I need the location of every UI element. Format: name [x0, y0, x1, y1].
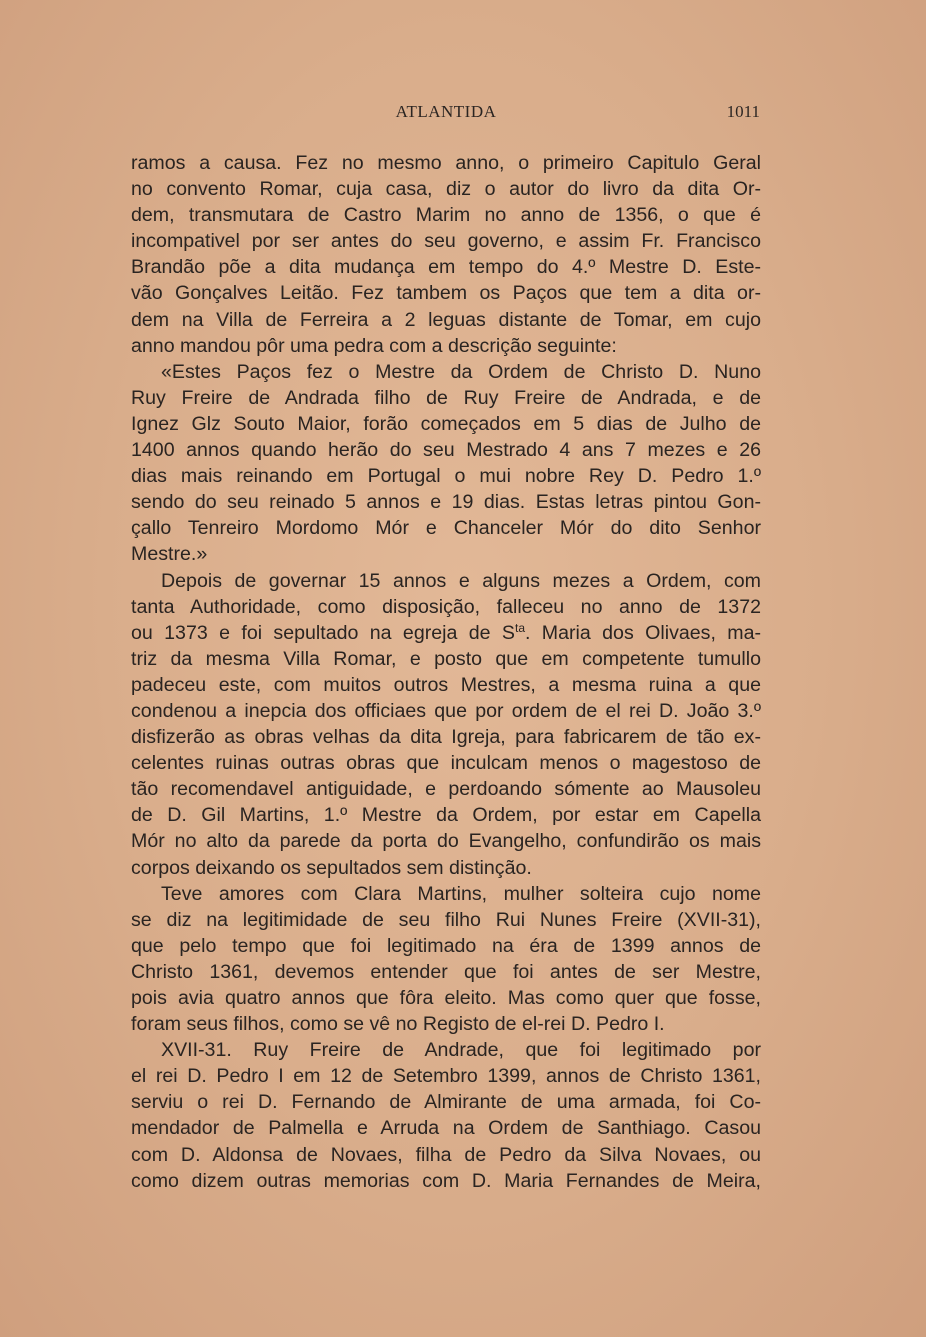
text-line: Teve amores com Clara Martins, mulher solteira cujo nome	[161, 882, 761, 905]
text-line: se diz na legitimidade de seu filho Rui Nunes Freire (XVII-31),	[131, 908, 761, 931]
text-line: Brandão põe a dita mudança em tempo do 4.º Mestre D. Este-	[131, 256, 761, 279]
page-number: 1011	[726, 102, 760, 121]
text-segment: . Maria dos Olivaes, ma-	[525, 621, 762, 644]
text-line: foram seus filhos, como se vê no Registo de el-rei D. Pedro I.	[131, 1013, 665, 1036]
text-line: Mestre.»	[131, 543, 208, 566]
text-line: como dizem outras memorias com D. Maria Fernandes de Meira,	[131, 1169, 761, 1192]
text-line: 1400 annos quando herão do seu Mestrado 4 ans 7 mezes e 26	[131, 439, 761, 462]
text-line: tão recomendavel antiguidade, e perdoando sómente ao Mausoleu	[131, 778, 761, 801]
text-line: anno mandou pôr uma pedra com a descrição seguinte:	[131, 334, 617, 357]
text-line: no convento Romar, cuja casa, diz o autor do livro da dita Or-	[131, 178, 761, 201]
text-line: Christo 1361, devemos entender que foi antes de ser Mestre,	[131, 960, 761, 983]
text-line: ramos a causa. Fez no mesmo anno, o primeiro Capitulo Geral	[131, 152, 761, 174]
text-line: çallo Tenreiro Mordomo Mór e Chanceler Mór do dito Senhor	[131, 517, 761, 540]
text-line: sendo do seu reinado 5 annos e 19 dias. Estas letras pintou Gon-	[131, 491, 761, 514]
text-segment: ou 1373 e foi sepultado na egreja de S	[131, 621, 515, 644]
text-line: vão Gonçalves Leitão. Fez tambem os Paços que tem a dita or-	[131, 282, 761, 305]
text-line: condenou a inepcia dos officiaes que por ordem de el rei D. João 3.º	[131, 699, 761, 722]
text-line: dem na Villa de Ferreira a 2 leguas distante de Tomar, em cujo	[131, 308, 761, 331]
text-line	[131, 620, 761, 646]
text-line: incompativel por ser antes do seu governo, e assim Fr. Francisco	[131, 230, 761, 253]
text-line: triz da mesma Villa Romar, e posto que em competente tumullo	[131, 647, 761, 670]
text-line: dem, transmutara de Castro Marim no anno de 1356, o que é	[131, 204, 761, 227]
text-line: corpos deixando os sepultados sem distinção.	[131, 856, 532, 879]
text-line: pois avia quatro annos que fôra eleito. Mas como quer que fosse,	[131, 987, 761, 1009]
body-text	[131, 150, 761, 1194]
text-line: Ruy Freire de Andrada filho de Ruy Freire de Andrada, e de	[131, 386, 761, 409]
text-line: padeceu este, com muitos outros Mestres, a mesma ruina a que	[131, 673, 761, 696]
superscript: ta	[514, 620, 525, 635]
page-header	[132, 102, 760, 128]
text-line: el rei D. Pedro I em 12 de Setembro 1399, annos de Christo 1361,	[131, 1065, 761, 1088]
text-line: celentes ruinas outras obras que inculcam menos o magestoso de	[131, 752, 761, 775]
running-title: ATLANTIDA	[395, 102, 497, 121]
text-line: XVII-31. Ruy Freire de Andrade, que foi legitimado por	[161, 1039, 761, 1062]
text-line: com D. Aldonsa de Novaes, filha de Pedro da Silva Novaes, ou	[131, 1143, 761, 1166]
text-line: que pelo tempo que foi legitimado na éra de 1399 annos de	[131, 934, 761, 957]
text-line: Mór no alto da parede da porta do Evangelho, confundirão os mais	[131, 830, 761, 853]
text-line: mendador de Palmella e Arruda na Ordem de Santhiago. Casou	[131, 1117, 761, 1140]
text-line: dias mais reinando em Portugal o mui nobre Rey D. Pedro 1.º	[131, 465, 761, 488]
text-line: de D. Gil Martins, 1.º Mestre da Ordem, por estar em Capella	[131, 804, 761, 827]
text-line: Ignez Glz Souto Maior, forão começados em 5 dias de Julho de	[131, 412, 761, 435]
text-line: tanta Authoridade, como disposição, falleceu no anno de 1372	[131, 595, 761, 618]
text-line: «Estes Paços fez o Mestre da Ordem de Christo D. Nuno	[161, 360, 761, 383]
text-line: Depois de governar 15 annos e alguns mezes a Ordem, com	[161, 569, 761, 592]
text-line: serviu o rei D. Fernando de Almirante de uma armada, foi Co-	[131, 1091, 761, 1114]
text-line: disfizerão as obras velhas da dita Igreja, para fabricarem de tão ex-	[131, 726, 761, 749]
